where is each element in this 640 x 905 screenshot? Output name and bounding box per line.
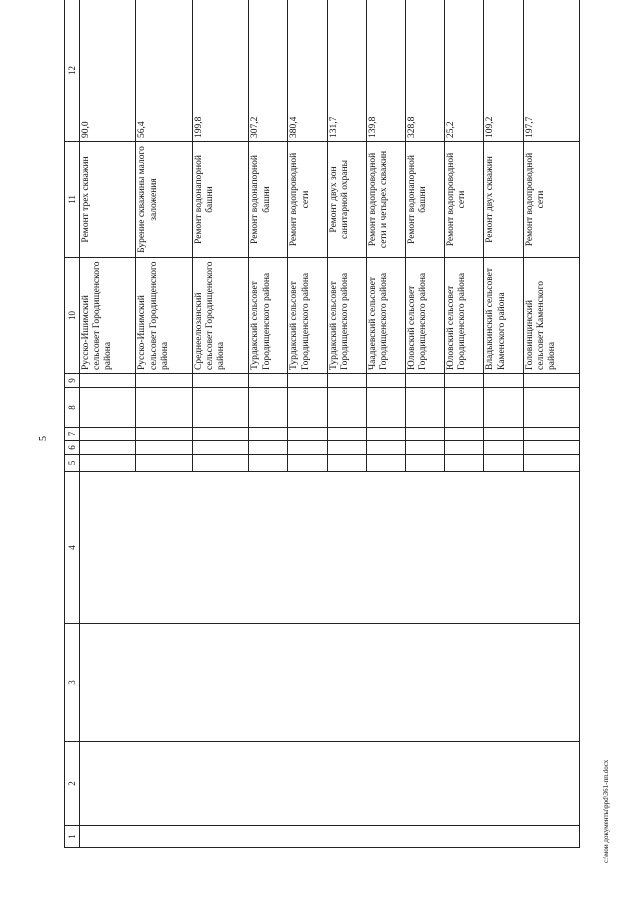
empty-cell (80, 388, 136, 428)
empty-cell (288, 428, 327, 441)
program-table (64, 0, 580, 848)
municipality-cell: Владыкинский сельсовет Каменского района (484, 258, 523, 374)
empty-cell (80, 428, 136, 441)
amount-cell: 139,8 (366, 0, 405, 142)
municipality-cell: Русско-Ишимский сельсовет Городищенского района (80, 258, 136, 374)
column-header: 11 (65, 142, 80, 258)
empty-cell (445, 441, 484, 455)
empty-cell (366, 374, 405, 388)
empty-cell (406, 374, 445, 388)
column-header: 10 (65, 258, 80, 374)
empty-cell (366, 455, 405, 472)
amount-cell: 328,8 (406, 0, 445, 142)
empty-cell (80, 472, 580, 624)
work-cell: Ремонт водонапорной башни (192, 142, 248, 258)
municipality-cell: Турдакский сельсовет Городищенского района (288, 258, 327, 374)
empty-cell (445, 455, 484, 472)
empty-cell (80, 441, 136, 455)
empty-cell (523, 374, 579, 388)
work-cell: Ремонт двух зон санитарной охраны (327, 142, 366, 258)
municipality-cell: Юловский сельсовет Городищенского района (406, 258, 445, 374)
work-cell: Ремонт водопроводной сети (445, 142, 484, 258)
column-header: 3 (65, 624, 80, 742)
work-cell: Ремонт двух скважин (484, 142, 523, 258)
work-cell: Ремонт водонапорной башни (406, 142, 445, 258)
column-header: 2 (65, 742, 80, 826)
empty-cell (366, 441, 405, 455)
empty-cell (136, 388, 192, 428)
amount-cell: 199,8 (192, 0, 248, 142)
empty-cell (445, 374, 484, 388)
amount-cell: 90,0 (80, 0, 136, 142)
empty-cell (249, 388, 288, 428)
page-number: 5 (38, 436, 49, 441)
empty-cell (406, 428, 445, 441)
empty-cell (136, 428, 192, 441)
footer-file-path: c:\мои документы\ppd\361-пп.docx (602, 759, 610, 863)
municipality-cell: Русско-Ишимский сельсовет Городищенского района (136, 258, 192, 374)
empty-cell (249, 374, 288, 388)
empty-cell (484, 441, 523, 455)
empty-cell (484, 455, 523, 472)
empty-cell (406, 388, 445, 428)
work-cell: Ремонт трех скважин (80, 142, 136, 258)
empty-cell (80, 624, 580, 742)
amount-cell: 25,2 (445, 0, 484, 142)
work-cell: Ремонт водопроводной сети и четырех скважин (366, 142, 405, 258)
empty-cell (192, 388, 248, 428)
column-number-row (65, 0, 80, 848)
empty-cell (192, 374, 248, 388)
column-header: 6 (65, 441, 80, 455)
empty-cell (136, 374, 192, 388)
empty-cell (523, 428, 579, 441)
empty-cell (445, 388, 484, 428)
column-header: 5 (65, 455, 80, 472)
rotated-table-container (64, 0, 580, 848)
empty-cell (406, 455, 445, 472)
empty-cell (288, 441, 327, 455)
empty-cell (445, 428, 484, 441)
empty-cell (80, 374, 136, 388)
amount-cell: 380,4 (288, 0, 327, 142)
column-header: 1 (65, 826, 80, 848)
municipality-cell: Чаадаевский сельсовет Городищенского района (366, 258, 405, 374)
empty-cell (288, 388, 327, 428)
empty-cell (327, 388, 366, 428)
empty-cell (366, 388, 405, 428)
empty-cell (484, 374, 523, 388)
empty-cell (327, 455, 366, 472)
empty-cell (192, 455, 248, 472)
amount-cell: 56,4 (136, 0, 192, 142)
column-header: 8 (65, 388, 80, 428)
work-cell: Ремонт водопроводной сети (523, 142, 579, 258)
empty-cell (484, 428, 523, 441)
empty-cell (249, 441, 288, 455)
amount-cell: 307,2 (249, 0, 288, 142)
empty-cell (80, 742, 580, 826)
empty-cell (366, 428, 405, 441)
empty-cell (288, 455, 327, 472)
municipality-cell: Турдакский сельсовет Городищенского района (249, 258, 288, 374)
empty-cell (523, 441, 579, 455)
empty-cell (80, 826, 580, 848)
municipality-cell: Турдакский сельсовет Городищенского района (327, 258, 366, 374)
empty-cell (523, 388, 579, 428)
empty-cell (80, 455, 136, 472)
municipality-cell: Среднеелюзанский сельсовет Городищенского района (192, 258, 248, 374)
table-row (80, 0, 136, 848)
column-header: 7 (65, 428, 80, 441)
empty-cell (249, 455, 288, 472)
column-header: 12 (65, 0, 80, 142)
empty-cell (327, 374, 366, 388)
municipality-cell: Юловский сельсовет Городищенского района (445, 258, 484, 374)
column-header: 9 (65, 374, 80, 388)
work-cell: Бурение скважины малого заложения (136, 142, 192, 258)
empty-cell (523, 455, 579, 472)
work-cell: Ремонт водопроводной сети (288, 142, 327, 258)
municipality-cell: Головинщинский сельсовет Каменского района (523, 258, 579, 374)
empty-cell (288, 374, 327, 388)
empty-cell (136, 455, 192, 472)
empty-cell (192, 441, 248, 455)
amount-cell: 197,7 (523, 0, 579, 142)
empty-cell (327, 441, 366, 455)
empty-cell (192, 428, 248, 441)
empty-cell (136, 441, 192, 455)
work-cell: Ремонт водонапорной башни (249, 142, 288, 258)
amount-cell: 131,7 (327, 0, 366, 142)
empty-cell (406, 441, 445, 455)
column-header: 4 (65, 472, 80, 624)
amount-cell: 109,2 (484, 0, 523, 142)
empty-cell (249, 428, 288, 441)
empty-cell (484, 388, 523, 428)
empty-cell (327, 428, 366, 441)
